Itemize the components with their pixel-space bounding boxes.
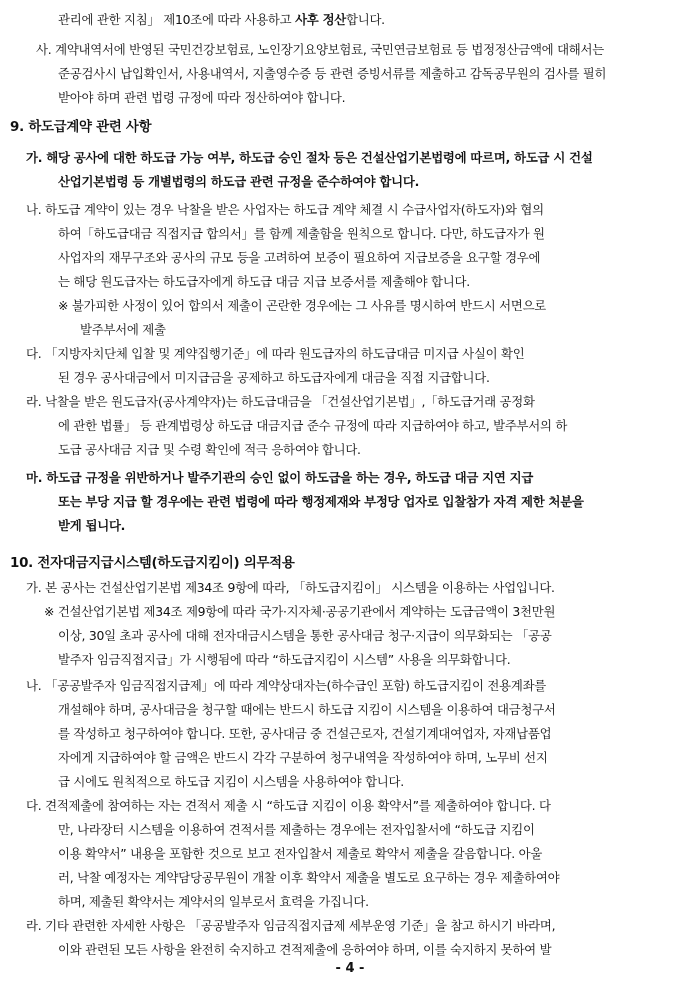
text-segment: 하며, 제출된 확약서는 계약서의 일부로서 효력을 가집니다. <box>58 894 369 909</box>
text-line <box>58 368 490 388</box>
bold-text-segment: 마. 하도급 규정을 위반하거나 발주기관의 승인 없이 하도급을 하는 경우, 하도급 대금 지연 지급 <box>26 470 534 485</box>
text-line <box>58 748 548 768</box>
section-heading <box>10 118 151 138</box>
bold-text-segment: 산업기본법령 등 개별법령의 하도급 관련 규정을 준수하여야 합니다. <box>58 174 420 189</box>
text-segment: 이상, 30일 초과 공사에 대해 전자대금시스템을 통한 공사대금 청구·지급이 의무화되는 「공공 <box>58 628 552 643</box>
text-segment: 받아야 하며 관련 법령 규정에 따라 정산하여야 합니다. <box>58 90 346 105</box>
text-line <box>26 468 533 488</box>
text-line <box>58 492 584 512</box>
bold-text-segment: 또는 부당 지급 할 경우에는 관련 법령에 따라 행정제재와 부정당 업자로 입찰참가 자격 제한 처분을 <box>58 494 584 509</box>
text-line <box>58 724 551 744</box>
text-segment: 라. 낙찰을 받은 원도급자(공사계약자)는 하도급대금을 「건설산업기본법」,「하도급거래 공정화 <box>26 394 535 409</box>
text-segment: 이와 관련된 모든 사항을 완전히 숙지하고 견적제출에 응하여야 하며, 이를 숙지하지 못하여 발 <box>58 942 552 957</box>
text-segment: 는 해당 원도급자는 하도급자에게 하도급 대금 지급 보증서를 제출해야 합니다. <box>58 274 470 289</box>
text-segment: 러, 낙찰 예정자는 계약담당공무원이 개찰 이후 확약서 제출을 별도로 요구하는 경우 제출하여야 <box>58 870 560 885</box>
text-segment: 가. 본 공사는 건설산업기본법 제34조 9항에 따라, 「하도급지킴이」 시스템을 이용하는 사업입니다. <box>26 580 555 595</box>
text-line <box>58 172 419 192</box>
text-segment: 합니다. <box>346 12 385 27</box>
page-number: - 4 - <box>335 961 365 976</box>
text-segment: 준공검사시 납입확인서, 사용내역서, 지출영수증 등 관련 증빙서류를 제출하고 감독공무원의 검사를 필히 <box>58 66 607 81</box>
text-line <box>58 272 470 292</box>
text-line <box>26 796 551 816</box>
text-line <box>26 676 546 696</box>
text-line <box>26 916 555 936</box>
bold-text-segment: 사후 정산 <box>295 12 347 27</box>
text-line <box>58 844 542 864</box>
bold-text-segment: 받게 됩니다. <box>58 518 126 533</box>
text-segment: 발주자 임금직접지급」가 시행됨에 따라 “하도급지킴이 시스템” 사용을 의무화합니다. <box>58 652 511 667</box>
text-line <box>26 148 593 168</box>
text-segment: 만, 나라장터 시스템을 이용하여 견적서를 제출하는 경우에는 전자입찰서에 “하도급 지킴이 <box>58 822 535 837</box>
text-segment: 다. 견적제출에 참여하는 자는 견적서 제출 시 “하도급 지킴이 이용 확약서”를 제출하여야 합니다. 다 <box>26 798 551 813</box>
text-segment: ※ 건설산업기본법 제34조 제9항에 따라 국가·지자체·공공기관에서 계약하는 도급금액이 3천만원 <box>44 604 556 619</box>
text-line <box>58 868 559 888</box>
text-line <box>58 64 606 84</box>
text-segment: 하여「하도급대금 직접지급 합의서」를 함께 제출함을 원칙으로 합니다. 다만, 하도급자가 원 <box>58 226 545 241</box>
text-line <box>26 578 555 598</box>
text-segment: 나. 하도급 계약이 있는 경우 낙찰을 받은 사업자는 하도급 계약 체결 시 수급사업자(하도자)와 협의 <box>26 202 544 217</box>
text-segment: 도급 공사대금 지급 및 수령 확인에 적극 응하여야 합니다. <box>58 442 361 457</box>
bold-text-segment: 9. 하도급계약 관련 사항 <box>10 120 152 135</box>
text-line <box>58 296 546 316</box>
text-line <box>58 626 552 646</box>
text-segment: 사업자의 재무구조와 공사의 규모 등을 고려하여 보증이 필요하여 지급보증을 요구할 경우에 <box>58 250 541 265</box>
bold-text-segment: 가. 해당 공사에 대한 하도급 가능 여부, 하도급 승인 절차 등은 건설산업기본법령에 따르며, 하도급 시 건설 <box>26 150 593 165</box>
text-segment: 급 시에도 원칙적으로 하도급 지킴이 시스템을 사용하여야 합니다. <box>58 774 404 789</box>
text-segment: 발주부서에 제출 <box>80 322 166 337</box>
text-line <box>58 892 369 912</box>
text-segment: 된 경우 공사대금에서 미지급금을 공제하고 하도급자에게 대금을 직접 지급합니다. <box>58 370 490 385</box>
text-line <box>80 320 166 340</box>
text-line <box>58 772 404 792</box>
text-segment: 자에게 지급하여야 할 금액은 반드시 각각 구분하여 청구내역을 작성하여야 하며, 노무비 선지 <box>58 750 548 765</box>
text-line <box>44 602 555 622</box>
text-line <box>58 10 385 30</box>
text-line <box>58 820 535 840</box>
text-line <box>58 650 510 670</box>
text-line <box>58 516 125 536</box>
text-segment: 에 관한 법률」 등 관계법령상 하도급 대금지급 준수 규정에 따라 지급하여야 하고, 발주부서의 하 <box>58 418 568 433</box>
text-line <box>58 88 345 108</box>
text-segment: 관리에 관한 지침」 제10조에 따라 사용하고 <box>58 12 296 27</box>
text-line <box>58 940 551 960</box>
section-heading <box>10 554 295 574</box>
text-segment: 를 작성하고 청구하여야 합니다. 또한, 공사대금 중 건설근로자, 건설기계대여업자, 자재납품업 <box>58 726 552 741</box>
text-segment: 사. 계약내역서에 반영된 국민건강보험료, 노인장기요양보험료, 국민연금보험료 등 법정정산금액에 대해서는 <box>36 42 604 57</box>
text-segment: 다. 「지방자치단체 입찰 및 계약집행기준」에 따라 원도급자의 하도급대금 미지급 사실이 확인 <box>26 346 525 361</box>
text-line <box>58 248 540 268</box>
text-line <box>58 224 545 244</box>
text-segment: 나. 「공공발주자 임금직접지급제」에 따라 계약상대자는(하수급인 포함) 하도급지킴이 전용계좌를 <box>26 678 547 693</box>
bold-text-segment: 10. 전자대금지급시스템(하도급지킴이) 의무적용 <box>10 556 295 571</box>
text-line <box>26 200 544 220</box>
text-line <box>26 344 524 364</box>
text-segment: ※ 불가피한 사정이 있어 합의서 제출이 곤란한 경우에는 그 사유를 명시하여 반드시 서면으로 <box>58 298 547 313</box>
text-line <box>58 416 567 436</box>
text-line <box>58 700 556 720</box>
text-line <box>58 440 361 460</box>
text-segment: 이용 확약서” 내용을 포함한 것으로 보고 전자입찰서 제출로 확약서 제출을 갈음합니다. 아울 <box>58 846 543 861</box>
text-segment: 개설해야 하며, 공사대금을 청구할 때에는 반드시 하도급 지킴이 시스템을 이용하여 대금청구서 <box>58 702 556 717</box>
text-segment: 라. 기타 관련한 자세한 사항은 「공공발주자 임금직접지급제 세부운영 기준」을 참고 하시기 바라며, <box>26 918 556 933</box>
text-line <box>26 392 535 412</box>
text-line <box>36 40 604 60</box>
